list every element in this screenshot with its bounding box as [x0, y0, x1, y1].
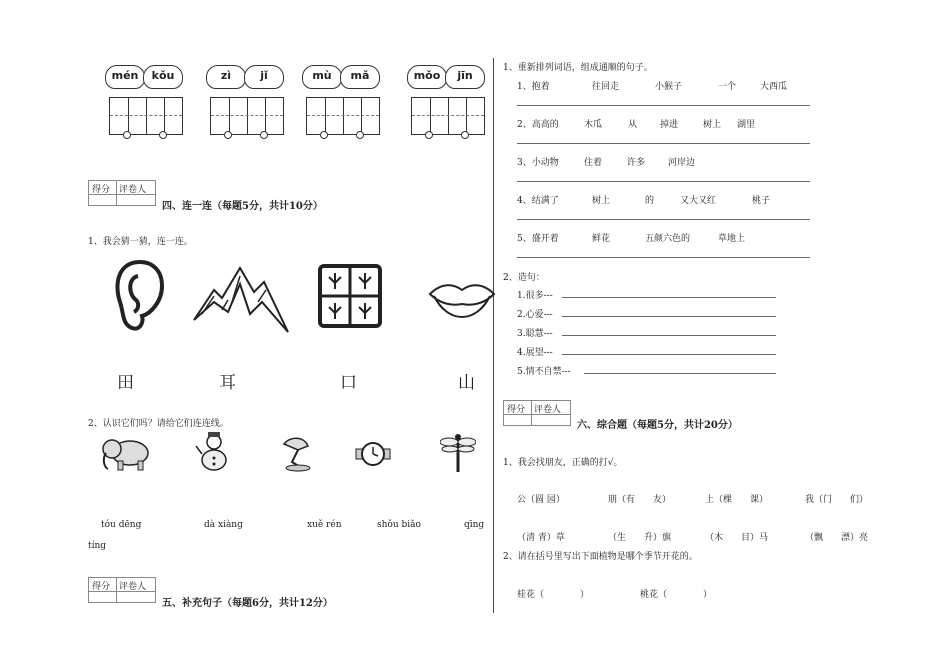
- sentence-item: 4.展望---: [517, 348, 553, 358]
- reorder-word: 湖里: [737, 120, 756, 130]
- sentence-answer-line[interactable]: [584, 373, 776, 374]
- pinyin-daxiang: dà xiàng: [204, 520, 243, 530]
- watch-picture: [354, 436, 392, 472]
- score-box-section4: [88, 180, 156, 206]
- train-wheel: [356, 131, 364, 139]
- answer-line[interactable]: [517, 219, 810, 220]
- sentence-answer-line[interactable]: [562, 335, 776, 336]
- column-divider: [493, 58, 494, 613]
- pinyin-cloud: [143, 65, 183, 89]
- answer-line[interactable]: [517, 143, 810, 144]
- pinyin-qing: qīng: [464, 520, 485, 530]
- reorder-word: 掉进: [660, 120, 679, 130]
- reorder-word: 河岸边: [668, 158, 696, 168]
- sentence-answer-line[interactable]: [562, 316, 776, 317]
- reorder-word: 草地上: [718, 234, 746, 244]
- train-car: [306, 97, 380, 135]
- reorder-word: 5、盛开着: [517, 234, 559, 244]
- sentence-item: 3.聪慧---: [517, 329, 553, 339]
- pinyin-cloud: [407, 65, 447, 89]
- friend-row1-item2: 朋（有 友）: [608, 495, 672, 505]
- reorder-word: 大西瓜: [760, 82, 788, 92]
- reorder-word: 一个: [718, 82, 737, 92]
- reorder-word: 鲜花: [592, 234, 611, 244]
- pinyin-syllable: mù: [312, 69, 332, 82]
- pinyin-syllable: mǎ: [350, 69, 370, 82]
- train-car: [109, 97, 183, 135]
- reorder-word: 桃子: [752, 196, 771, 206]
- pinyin-cloud: [206, 65, 246, 89]
- pinyin-toudeng: tóu dēng: [101, 520, 142, 530]
- train-wheel: [159, 131, 167, 139]
- reorder-word: 五颜六色的: [645, 234, 691, 244]
- reorder-word: 2、高高的: [517, 120, 559, 130]
- mouth-picture: [428, 280, 496, 330]
- char-shan: 山: [458, 373, 475, 393]
- score-label: 得分: [507, 405, 526, 415]
- pinyin-ting: tíng: [88, 541, 107, 551]
- season-guihua: 桂花（ ）: [517, 590, 590, 600]
- reorder-word: 4、结满了: [517, 196, 559, 206]
- train-wheel: [425, 131, 433, 139]
- section6-q2: 2、请在括号里写出下面植物是哪个季节开花的。: [503, 552, 698, 562]
- snowman-picture: [194, 430, 234, 472]
- section6-title: 六、综合题（每题5分，共计20分）: [577, 420, 738, 431]
- pinyin-cloud: [105, 65, 145, 89]
- right-q1-title: 1、重新排列词语，组成通顺的句子。: [503, 63, 653, 73]
- reorder-word: 木瓜: [584, 120, 603, 130]
- pinyin-cloud: [302, 65, 342, 89]
- friend-row1-item3: 上（棵 课）: [705, 495, 769, 505]
- char-tian: 田: [117, 373, 134, 393]
- train-wheel: [123, 131, 131, 139]
- grader-label: 评卷人: [534, 405, 562, 415]
- section4-title: 四、连一连（每题5分，共计10分）: [162, 201, 323, 212]
- score-box-section6: [503, 400, 571, 426]
- pinyin-xueren: xuě rén: [307, 520, 342, 530]
- reorder-word: 小猴子: [655, 82, 683, 92]
- reorder-word: 往回走: [592, 82, 620, 92]
- char-kou: 口: [340, 373, 357, 393]
- pinyin-syllable: jīn: [457, 69, 473, 82]
- reorder-word: 1、抱着: [517, 82, 550, 92]
- friend-row2-item4: （飘 漂）亮: [805, 533, 869, 543]
- train-car: [411, 97, 485, 135]
- sentence-item: 5.情不自禁---: [517, 367, 571, 377]
- pinyin-syllable: jǐ: [260, 69, 268, 82]
- friend-row2-item2: （生 升）旗: [608, 533, 672, 543]
- right-q2-title: 2、造句：: [503, 273, 545, 283]
- answer-line[interactable]: [517, 181, 810, 182]
- train-car: [210, 97, 284, 135]
- section5-title: 五、补充句子（每题6分，共计12分）: [162, 598, 333, 609]
- answer-line[interactable]: [517, 257, 810, 258]
- reorder-word: 许多: [627, 158, 646, 168]
- reorder-word: 树上: [592, 196, 611, 206]
- pinyin-shoubiao: shǒu biǎo: [377, 520, 421, 530]
- friend-row1-item4: 我（门 们）: [805, 495, 869, 505]
- train-wheel: [224, 131, 232, 139]
- pinyin-syllable: mén: [111, 69, 139, 82]
- reorder-word: 的: [645, 196, 655, 206]
- friend-row1-item1: 公（圆 园）: [517, 495, 565, 505]
- reorder-word: 又大又红: [680, 196, 717, 206]
- pinyin-syllable: zì: [220, 69, 232, 82]
- reorder-word: 树上: [703, 120, 722, 130]
- char-er: 耳: [219, 373, 236, 393]
- score-label: 得分: [92, 185, 111, 195]
- section4-q1: 1、我会猜一猜，连一连。: [88, 237, 193, 247]
- score-label: 得分: [92, 582, 111, 592]
- section6-q1: 1、我会找朋友，正确的打√。: [503, 458, 623, 468]
- friend-row2-item3: （木 目）马: [705, 533, 769, 543]
- elephant-picture: [100, 435, 152, 473]
- pinyin-cloud: [340, 65, 380, 89]
- train-wheel: [461, 131, 469, 139]
- answer-line[interactable]: [517, 105, 810, 106]
- desk-lamp-picture: [280, 434, 316, 472]
- score-box-section5: [88, 577, 156, 603]
- mountain-picture: [192, 262, 290, 334]
- train-wheel: [260, 131, 268, 139]
- ear-picture: [110, 258, 170, 333]
- reorder-word: 住着: [584, 158, 603, 168]
- pinyin-cloud: [445, 65, 485, 89]
- sentence-answer-line[interactable]: [562, 354, 776, 355]
- grader-label: 评卷人: [119, 185, 147, 195]
- field-picture: [317, 263, 383, 329]
- section4-q2: 2、认识它们吗？请给它们连连线。: [88, 419, 229, 429]
- pinyin-syllable: mǒo: [413, 69, 441, 82]
- dragonfly-picture: [440, 432, 476, 474]
- grader-label: 评卷人: [119, 582, 147, 592]
- reorder-word: 从: [628, 120, 638, 130]
- friend-row2-item1: （清 青）草: [517, 533, 565, 543]
- sentence-item: 1.很多---: [517, 291, 553, 301]
- train-wheel: [320, 131, 328, 139]
- sentence-answer-line[interactable]: [562, 297, 776, 298]
- reorder-word: 3、小动物: [517, 158, 559, 168]
- pinyin-syllable: kǒu: [151, 69, 175, 82]
- pinyin-cloud: [244, 65, 284, 89]
- season-taohua: 桃花（ ）: [640, 590, 713, 600]
- sentence-item: 2.心爱---: [517, 310, 553, 320]
